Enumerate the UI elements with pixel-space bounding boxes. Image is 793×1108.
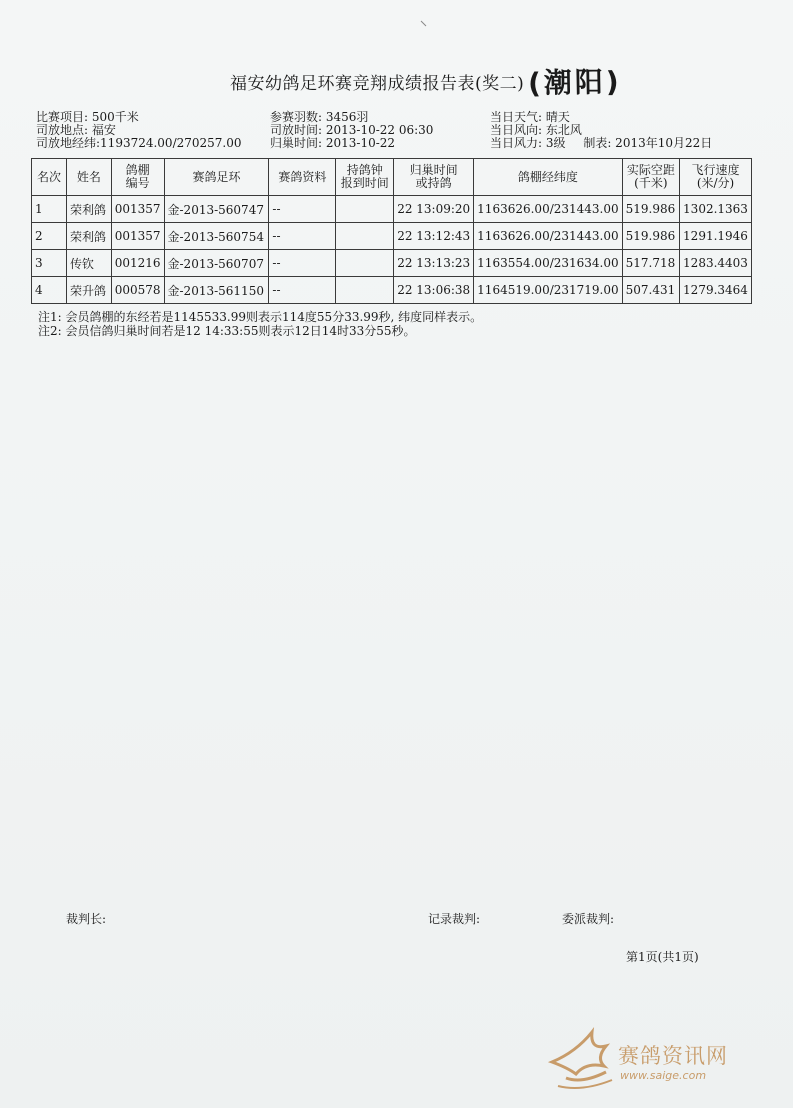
cell-name: 荣利鸽 xyxy=(66,196,111,223)
handwritten-note: (潮阳) xyxy=(528,65,623,100)
cell-loft: 001216 xyxy=(111,250,164,277)
cell-coords: 1164519.00/231719.00 xyxy=(474,277,622,304)
page-number: 第1页(共1页) xyxy=(626,950,699,964)
cell-speed: 1279.3464 xyxy=(680,277,752,304)
document-title: 福安幼鸽足环赛竞翔成绩报告表(奖二) xyxy=(230,73,525,94)
watermark-url: www.saige.com xyxy=(620,1069,707,1082)
note-1: 注1: 会员鸽棚的东经若是1145533.99则表示114度55分33.99秒, 纬度同样表示。 xyxy=(38,310,483,324)
cell-coords: 1163554.00/231634.00 xyxy=(474,250,622,277)
cell-info: -- xyxy=(269,250,336,277)
cell-coords: 1163626.00/231443.00 xyxy=(474,223,622,250)
header-speed: 飞行速度 (米/分) xyxy=(680,159,752,196)
info-weather: 当日天气: 晴天 xyxy=(490,110,570,124)
record-referee-label: 记录裁判: xyxy=(428,912,481,926)
cell-loft: 001357 xyxy=(111,196,164,223)
cell-ring: 金-2013-560754 xyxy=(164,223,269,250)
cell-return: 22 13:12:43 xyxy=(394,223,474,250)
cell-clock xyxy=(336,250,394,277)
cell-name: 荣利鸽 xyxy=(66,223,111,250)
cell-speed: 1302.1363 xyxy=(680,196,752,223)
header-info: 赛鸽资料 xyxy=(269,159,336,196)
cell-distance: 519.986 xyxy=(622,196,679,223)
header-loft: 鸽棚 编号 xyxy=(111,159,164,196)
cell-distance: 507.431 xyxy=(622,277,679,304)
cell-return: 22 13:06:38 xyxy=(394,277,474,304)
chief-referee-label: 裁判长: xyxy=(66,912,107,926)
info-release-time: 司放时间: 2013-10-22 06:30 xyxy=(270,123,434,137)
cell-clock xyxy=(336,223,394,250)
watermark xyxy=(546,1022,756,1092)
watermark-name: 赛鸽资讯网 xyxy=(618,1044,728,1068)
cell-coords: 1163626.00/231443.00 xyxy=(474,196,622,223)
cell-loft: 000578 xyxy=(111,277,164,304)
table-row xyxy=(32,223,752,250)
cell-distance: 519.986 xyxy=(622,223,679,250)
notes xyxy=(38,310,482,338)
delegate-referee-label: 委派裁判: xyxy=(562,912,615,926)
header-distance: 实际空距 (千米) xyxy=(622,159,679,196)
cell-ring: 金-2013-560707 xyxy=(164,250,269,277)
info-project: 比赛项目: 500千米 xyxy=(36,110,139,124)
info-return-time: 归巢时间: 2013-10-22 xyxy=(270,136,396,150)
info-col-3 xyxy=(490,111,712,150)
table-row xyxy=(32,277,752,304)
table-header-row xyxy=(32,159,752,196)
info-release-place: 司放地点: 福安 xyxy=(36,123,116,137)
info-col-1 xyxy=(36,111,242,150)
header-coords: 鸽棚经纬度 xyxy=(474,159,622,196)
header-rank: 名次 xyxy=(32,159,67,196)
results-table xyxy=(31,158,752,304)
cell-info: -- xyxy=(269,277,336,304)
cell-clock xyxy=(336,277,394,304)
cell-clock xyxy=(336,196,394,223)
info-wind-direction: 当日风向: 东北风 xyxy=(490,123,582,137)
info-made-date: 制表: 2013年10月22日 xyxy=(583,136,713,150)
cell-rank: 2 xyxy=(32,223,67,250)
cell-rank: 3 xyxy=(32,250,67,277)
cell-name: 传钦 xyxy=(66,250,111,277)
scan-mark xyxy=(420,20,428,28)
cell-name: 荣升鸽 xyxy=(66,277,111,304)
cell-ring: 金-2013-560747 xyxy=(164,196,269,223)
cell-return: 22 13:09:20 xyxy=(394,196,474,223)
pigeon-logo-icon xyxy=(546,1022,618,1092)
cell-speed: 1291.1946 xyxy=(680,223,752,250)
cell-info: -- xyxy=(269,223,336,250)
cell-speed: 1283.4403 xyxy=(680,250,752,277)
header-name: 姓名 xyxy=(66,159,111,196)
cell-loft: 001357 xyxy=(111,223,164,250)
cell-ring: 金-2013-561150 xyxy=(164,277,269,304)
info-entries: 参赛羽数: 3456羽 xyxy=(270,110,369,124)
cell-rank: 4 xyxy=(32,277,67,304)
cell-info: -- xyxy=(269,196,336,223)
cell-return: 22 13:13:23 xyxy=(394,250,474,277)
header-return: 归巢时间 或持鸽 xyxy=(394,159,474,196)
header-ring: 赛鸽足环 xyxy=(164,159,269,196)
cell-distance: 517.718 xyxy=(622,250,679,277)
table-row xyxy=(32,196,752,223)
info-wind-force: 当日风力: 3级 xyxy=(490,136,566,150)
info-release-coords: 司放地经纬:1193724.00/270257.00 xyxy=(36,136,242,150)
header-clock: 持鸽钟 报到时间 xyxy=(336,159,394,196)
info-col-2 xyxy=(270,111,433,150)
table-row xyxy=(32,250,752,277)
title-row xyxy=(230,64,622,98)
note-2: 注2: 会员信鸽归巢时间若是12 14:33:55则表示12日14时33分55秒。 xyxy=(38,324,416,338)
cell-rank: 1 xyxy=(32,196,67,223)
